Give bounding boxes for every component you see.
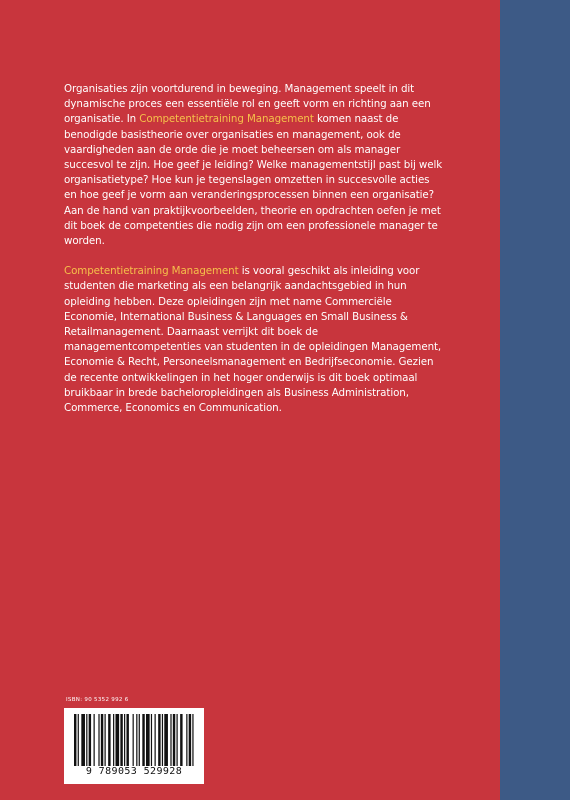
barcode-bars [74,714,196,766]
back-cover-blurb [64,82,444,416]
paragraph-intro-text-2: komen naast de benodigde basistheorie over organisaties en management, ook de vaardigheden aan de orde die je moet beheersen om als manager succesvol te zijn. Hoe geef je leiding? Welke managementstijl past bij welk organisatietype? Hoe kun je tegenslagen omzetten in succesvolle acties en hoe geef je vorm aan veranderingsprocessen binnen een organisatie? [64,113,443,202]
paragraph-intro-text-1: Organisaties zijn voortdurend in beweging. Management speelt in dit dynamische proces een essentiële rol en geeft vorm en richting aan een organisatie. In [64,83,431,126]
barcode-digits: 9 789053 529928 [85,766,183,777]
paragraph-audience-text: is vooral geschikt als inleiding voor studenten die marketing als een belangrijk aandachtsgebied in hun opleiding hebben. Deze opleidingen zijn met name Commerciële Economie, International Business & Languages en Small Business & Retailmanagement. Daarnaast verrijkt dit boek de managementcompetenties van studenten in de opleidingen Management, Economie & Recht, Personeelsmanagement en Bedrijfseconomie. Gezien de recente ontwikkelingen in het hoger onderwijs is dit boek optimaal bruikbaar in brede bacheloropleidingen als Business Administration, Commerce, Economics en Communication. [64,265,442,415]
spine-strip [500,0,570,800]
isbn-label: ISBN: 90 5352 992 6 [66,697,129,703]
book-title-highlight: Competentietraining Management [64,265,239,278]
paragraph-intro [64,82,444,204]
paragraph-audience [64,264,444,416]
barcode [64,708,204,784]
book-title-highlight: Competentietraining Management [139,113,314,126]
paragraph-practice: Aan de hand van praktijkvoorbeelden, theorie en opdrachten oefen je met dit boek de competenties die nodig zijn om een professionele manager te worden. [64,204,441,248]
